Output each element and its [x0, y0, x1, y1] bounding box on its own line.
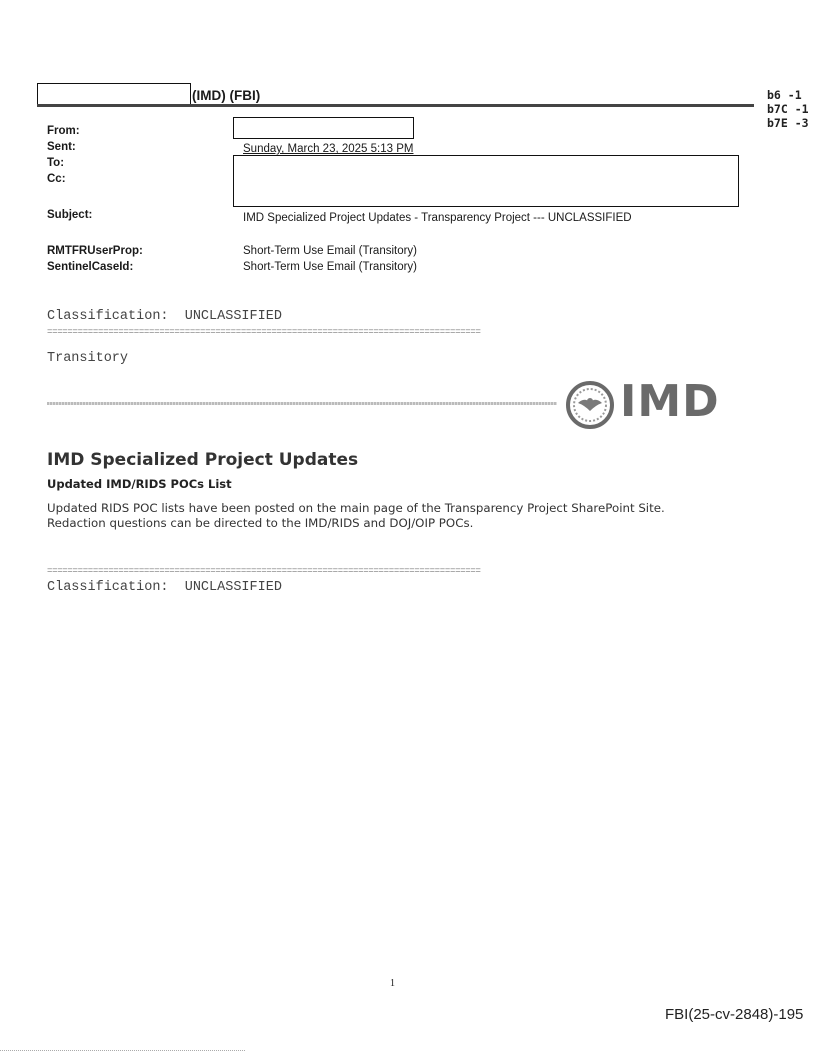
from-label: From:	[47, 125, 80, 137]
transitory-text: Transitory	[47, 351, 129, 366]
separator-bottom: =====================================================================================	[47, 566, 481, 576]
sent-label: Sent:	[47, 141, 76, 153]
exemption-codes	[767, 88, 809, 130]
subject-value: IMD Specialized Project Updates - Transparency Project --- UNCLASSIFIED	[243, 212, 632, 224]
exemption-code: b7E -3	[767, 116, 809, 130]
rmt-label: RMTFRUserProp:	[47, 245, 143, 257]
subject-label: Subject:	[47, 209, 93, 221]
exemption-code: b6 -1	[767, 88, 802, 102]
to-label: To:	[47, 157, 65, 169]
content-line-2: Redaction questions can be directed to the IMD/RIDS and DOJ/OIP POCs.	[47, 516, 474, 530]
sentinel-label: SentinelCaseId:	[47, 261, 134, 273]
content-title: IMD Specialized Project Updates	[47, 450, 359, 470]
bates-number: FBI(25-cv-2848)-195	[665, 1006, 804, 1023]
page-number: 1	[390, 978, 395, 989]
banner-rule	[47, 402, 557, 405]
redacted-sender-box	[37, 83, 191, 105]
rmt-value: Short-Term Use Email (Transitory)	[243, 245, 418, 257]
cc-label: Cc:	[47, 173, 66, 185]
content-subtitle: Updated IMD/RIDS POCs List	[47, 477, 232, 491]
content-paragraph	[47, 501, 747, 531]
exemption-code: b7C -1	[767, 102, 809, 116]
imd-logo-text: IMD	[620, 376, 720, 427]
seal-icon	[566, 381, 614, 429]
header-rule	[37, 104, 754, 107]
sender-suffix: (IMD) (FBI)	[192, 88, 261, 103]
redacted-from-box	[233, 117, 414, 139]
content-line-1: Updated RIDS POC lists have been posted on the main page of the Transparency Project SharePoint Site.	[47, 501, 665, 515]
separator-top: =====================================================================================	[47, 327, 481, 337]
sentinel-value: Short-Term Use Email (Transitory)	[243, 261, 418, 273]
sent-value: Sunday, March 23, 2025 5:13 PM	[243, 143, 414, 155]
scan-edge-line	[0, 1050, 245, 1051]
redacted-to-cc-box	[233, 155, 739, 207]
classification-top: Classification: UNCLASSIFIED	[47, 309, 282, 324]
classification-bottom: Classification: UNCLASSIFIED	[47, 580, 282, 595]
